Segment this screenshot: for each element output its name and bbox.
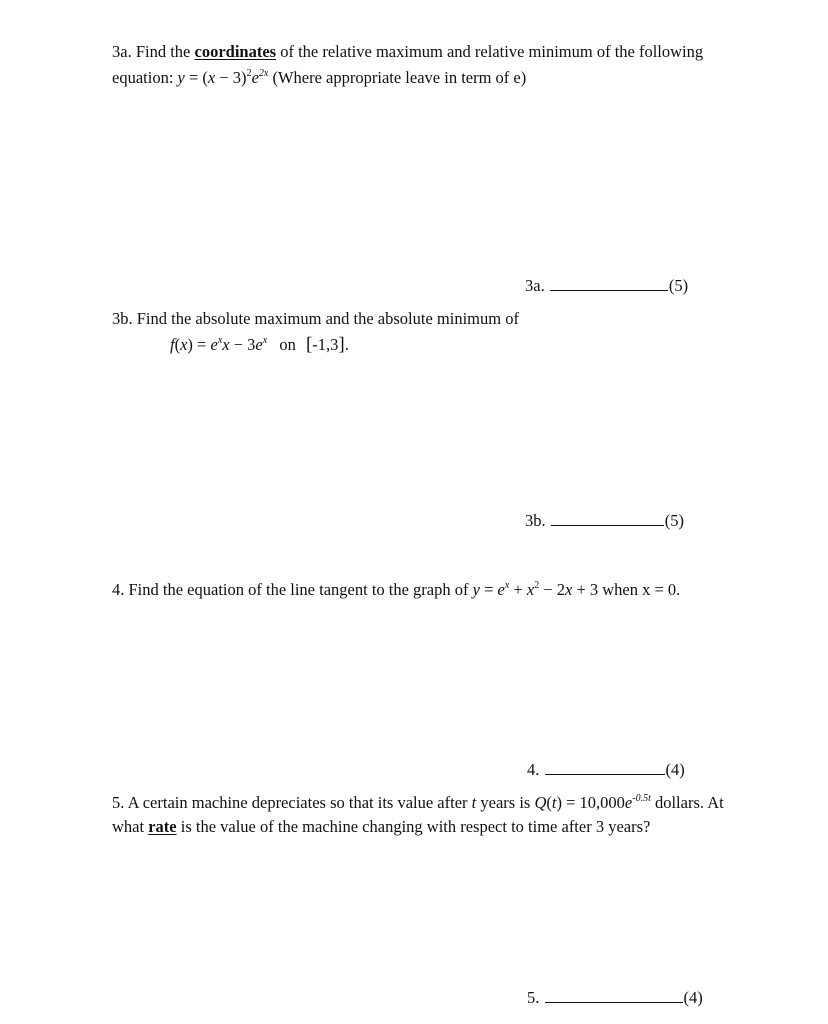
q4-line: [112, 580, 680, 600]
q3a-keyword: coordinates: [194, 42, 277, 61]
q3a-equation-label: equation:: [112, 68, 178, 87]
q3b-line1: 3b. Find the absolute maximum and the absolute minimum of: [112, 309, 519, 328]
q5-points: (4): [683, 988, 703, 1007]
q5-answer-row: [527, 988, 703, 1008]
q5-line2: what rate is the value of the machine changing with respect to time after 3 years?: [112, 817, 651, 836]
q3b-interval: [-1,3].: [305, 334, 349, 355]
q3a-answer-row: [525, 276, 688, 296]
q4-condition: when x = 0.: [598, 580, 681, 599]
q5-answer-label: 5.: [527, 988, 540, 1007]
q3a-line1: [112, 42, 703, 62]
q3a-line2: [112, 68, 526, 88]
q3b-answer-blank[interactable]: [551, 524, 664, 526]
q3a-equation: $y = (x - 3)^2e^{2x}$: [177, 67, 269, 87]
q4-answer-row: [527, 760, 685, 780]
q3b-answer-label: 3b.: [525, 511, 546, 530]
q4-answer-label: 4.: [527, 760, 540, 779]
q5-line1: [112, 793, 724, 813]
q5-text: 5. A certain machine depreciates so that its value after: [112, 793, 472, 812]
q3a-answer-label: 3a.: [525, 276, 545, 295]
q5-text-mid: years is: [476, 793, 535, 812]
q5-text-end: dollars. At: [650, 793, 724, 812]
q5-keyword: rate: [148, 817, 177, 836]
q4-equation: $y = e^x + x^2 - 2x + 3$: [472, 579, 599, 599]
q3a-text: 3a. Find the: [112, 42, 195, 61]
q5-equation: $Q(t) = 10,000e^{-0.5t}$: [534, 792, 651, 812]
q4-answer-blank[interactable]: [545, 773, 665, 775]
q3a-points: (5): [668, 276, 689, 295]
q3b-points: (5): [664, 511, 684, 530]
q3b-function: $f(x) = e^xx - 3e^x$ on [-1,3].: [170, 334, 349, 355]
q3a-text-rest: of the relative maximum and relative minimum of the following: [276, 42, 704, 61]
q4-points: (4): [665, 760, 685, 779]
q3b-answer-row: [525, 511, 684, 531]
q5-answer-blank[interactable]: [545, 1001, 683, 1003]
q3a-answer-blank[interactable]: [550, 289, 668, 291]
q4-text: 4. Find the equation of the line tangent to the graph of: [112, 580, 473, 599]
q3b-on: on: [279, 335, 296, 354]
q5-variable-t: t: [471, 793, 477, 812]
q3a-note: (Where appropriate leave in term of e): [268, 68, 527, 87]
